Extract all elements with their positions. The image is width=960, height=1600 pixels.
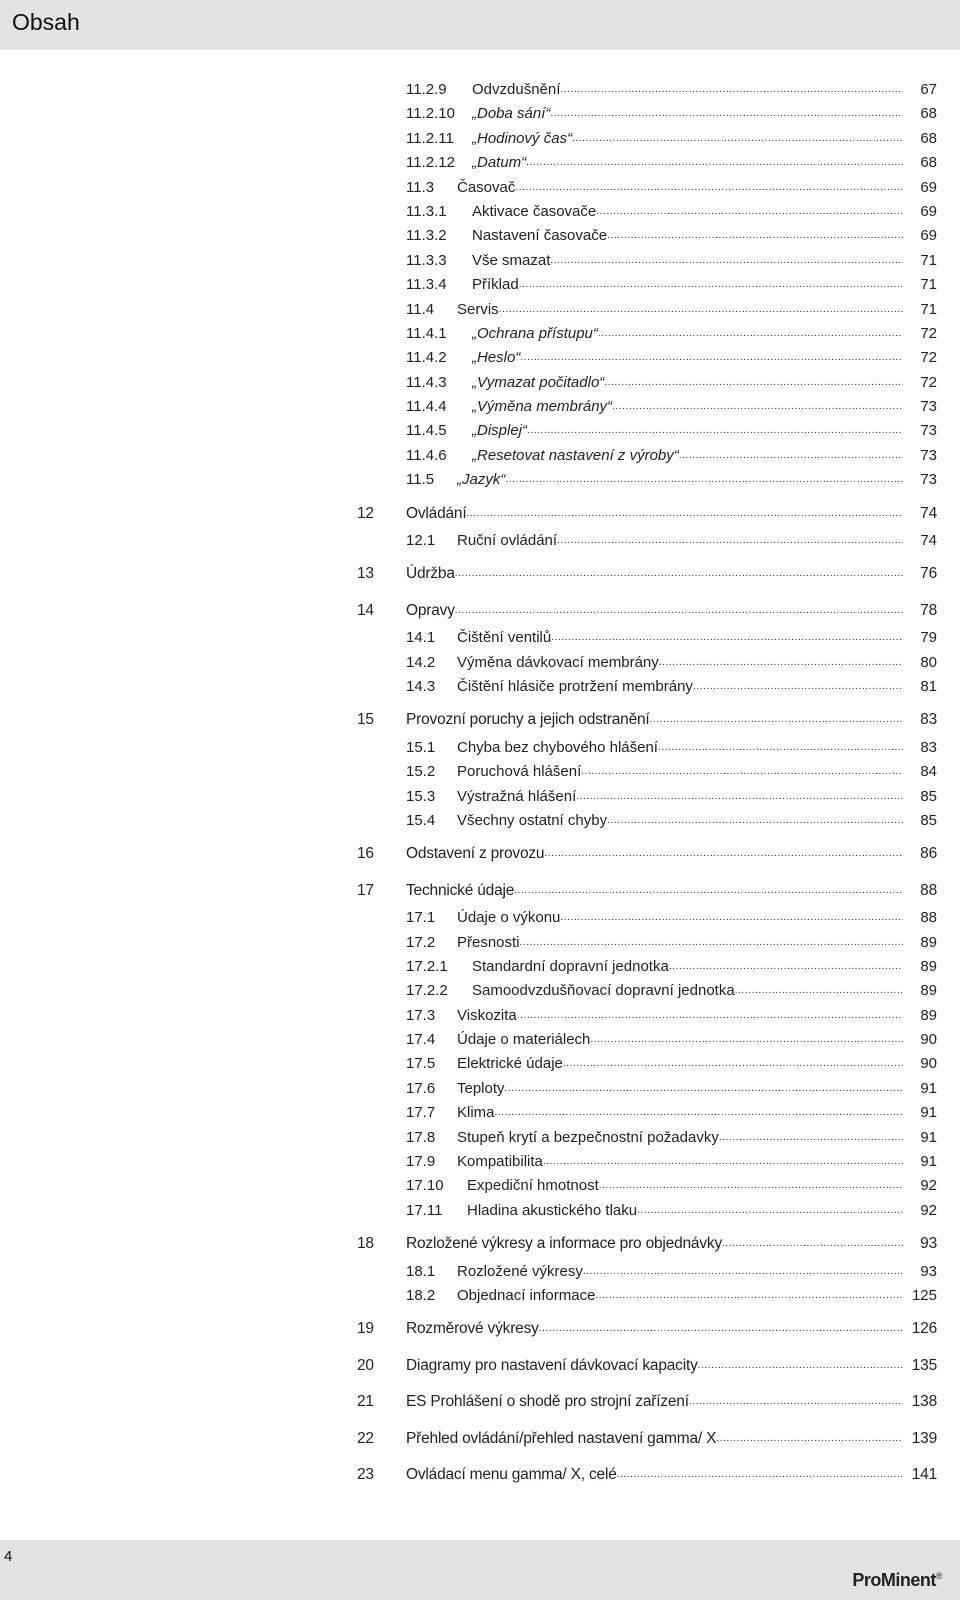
toc-entry[interactable] bbox=[357, 760, 937, 784]
toc-entry-number: 11.3.2 bbox=[406, 227, 447, 245]
dot-leader bbox=[576, 785, 903, 809]
toc-entry-number: 15.2 bbox=[406, 763, 436, 781]
toc-entry-title: Údržba bbox=[406, 565, 455, 583]
toc-entry-page: 73 bbox=[920, 422, 937, 440]
dot-leader bbox=[659, 651, 903, 675]
toc-entry-title: Standardní dopravní jednotka bbox=[472, 957, 669, 975]
toc-entry-page: 68 bbox=[920, 105, 937, 123]
dot-leader bbox=[520, 931, 903, 955]
toc-entry[interactable] bbox=[357, 979, 937, 1003]
toc-entry-page: 126 bbox=[911, 1320, 937, 1338]
toc-entry-title: Všechny ostatní chyby bbox=[457, 811, 608, 829]
toc-entry-title: Údaje o výkonu bbox=[457, 909, 561, 927]
dot-leader bbox=[551, 626, 903, 650]
dot-leader bbox=[550, 102, 903, 126]
toc-entry-number: 11.4.2 bbox=[406, 349, 447, 367]
toc-entry-page: 89 bbox=[920, 1006, 937, 1024]
dot-leader bbox=[689, 1387, 903, 1417]
toc-entry-number: 17.9 bbox=[406, 1153, 436, 1171]
toc-entry-title: Klima bbox=[457, 1104, 495, 1122]
toc-entry-page: 78 bbox=[920, 601, 937, 619]
toc-entry-title: Odstavení z provozu bbox=[406, 845, 545, 863]
toc-entry-title: Elektrické údaje bbox=[457, 1055, 563, 1073]
dot-leader bbox=[527, 419, 903, 443]
toc-entry-title: Diagramy pro nastavení dávkovací kapacity bbox=[406, 1356, 698, 1374]
toc-entry[interactable] bbox=[357, 1077, 937, 1101]
toc-entry[interactable] bbox=[357, 955, 937, 979]
toc-entry-title: Objednací informace bbox=[457, 1286, 596, 1304]
toc-entry[interactable] bbox=[357, 499, 937, 529]
toc-entry-title: Čištění ventilů bbox=[457, 629, 552, 647]
dot-leader bbox=[495, 1101, 903, 1125]
toc-entry[interactable] bbox=[357, 1351, 937, 1381]
toc-entry-page: 73 bbox=[920, 398, 937, 416]
toc-entry-number: 17.1 bbox=[406, 909, 436, 927]
toc-entry[interactable] bbox=[357, 626, 937, 650]
toc-entry-page: 141 bbox=[911, 1465, 937, 1483]
toc-entry[interactable] bbox=[357, 371, 937, 395]
toc-entry-number: 18.1 bbox=[406, 1262, 436, 1280]
dot-leader bbox=[499, 298, 903, 322]
toc-entry[interactable] bbox=[357, 346, 937, 370]
toc-entry-title: Nastavení časovače bbox=[472, 227, 608, 245]
toc-entry-page: 91 bbox=[920, 1104, 937, 1122]
toc-entry-title: Stupeň krytí a bezpečnostní požadavky bbox=[457, 1128, 719, 1146]
footer-band bbox=[0, 1540, 960, 1600]
dot-leader bbox=[505, 1077, 903, 1101]
toc-entry[interactable] bbox=[357, 444, 937, 468]
toc-entry[interactable] bbox=[357, 931, 937, 955]
toc-entry[interactable] bbox=[357, 151, 937, 175]
toc-entry-number: 12.1 bbox=[406, 532, 436, 550]
toc-entry-page: 91 bbox=[920, 1153, 937, 1171]
logo-registered-mark: ® bbox=[935, 1571, 942, 1581]
dot-leader bbox=[560, 78, 903, 102]
toc-entry[interactable] bbox=[357, 736, 937, 760]
toc-entry-number: 17.7 bbox=[406, 1104, 436, 1122]
toc-entry[interactable] bbox=[357, 1101, 937, 1125]
toc-entry[interactable] bbox=[357, 419, 937, 443]
toc-entry-title: Přesnosti bbox=[457, 933, 520, 951]
toc-entry-page: 92 bbox=[920, 1201, 937, 1219]
toc-entry-page: 69 bbox=[920, 227, 937, 245]
toc-entry-number: 11.3 bbox=[406, 178, 435, 196]
toc-entry-title: Opravy bbox=[406, 601, 455, 619]
toc-entry-title: Výstražná hlášení bbox=[457, 787, 577, 805]
toc-entry-number: 15.3 bbox=[406, 787, 436, 805]
page-number: 4 bbox=[4, 1548, 13, 1565]
toc-entry-title: Ovládání bbox=[406, 504, 467, 522]
toc-entry-title: Vše smazat bbox=[472, 251, 551, 269]
dot-leader bbox=[560, 906, 903, 930]
toc-entry-title: Časovač bbox=[457, 178, 516, 196]
dot-leader bbox=[604, 371, 903, 395]
toc-entry-page: 72 bbox=[920, 324, 937, 342]
toc-entry[interactable] bbox=[357, 176, 937, 200]
toc-entry-number: 17.5 bbox=[406, 1055, 436, 1073]
toc-entry-title: Samoodvzdušňovací dopravní jednotka bbox=[472, 982, 735, 1000]
toc-entry-page: 93 bbox=[920, 1262, 937, 1280]
toc-entry-title: Poruchová hlášení bbox=[457, 763, 582, 781]
toc-entry-page: 85 bbox=[920, 787, 937, 805]
toc-entry[interactable] bbox=[357, 1229, 937, 1259]
toc-entry-title: Servis bbox=[457, 300, 499, 318]
dot-leader bbox=[596, 200, 903, 224]
toc-entry[interactable] bbox=[357, 1004, 937, 1028]
toc-entry-number: 17.10 bbox=[406, 1177, 444, 1195]
toc-entry-title: Rozložené výkresy bbox=[457, 1262, 583, 1280]
toc-entry-number: 14.2 bbox=[406, 653, 436, 671]
toc-entry-number: 20 bbox=[357, 1356, 374, 1374]
toc-entry-number: 15 bbox=[357, 711, 374, 729]
dot-leader bbox=[563, 1052, 903, 1076]
toc-entry-number: 11.4 bbox=[406, 300, 435, 318]
dot-leader bbox=[519, 273, 903, 297]
toc-entry-title: „Jazyk“ bbox=[457, 471, 506, 489]
dot-leader bbox=[572, 127, 903, 151]
dot-leader bbox=[550, 249, 903, 273]
toc-entry-page: 80 bbox=[920, 653, 937, 671]
toc-entry[interactable] bbox=[357, 1387, 937, 1417]
toc-entry-title: „Vymazat počitadlo“ bbox=[472, 373, 605, 391]
dot-leader bbox=[595, 1284, 903, 1308]
toc-entry-page: 68 bbox=[920, 129, 937, 147]
toc-entry-number: 11.5 bbox=[406, 471, 435, 489]
toc-entry-number: 15.1 bbox=[406, 738, 436, 756]
toc-entry-title: „Hodinový čas“ bbox=[472, 129, 573, 147]
toc-entry-page: 93 bbox=[920, 1235, 937, 1253]
toc-entry-title: Odvzdušnění bbox=[472, 81, 561, 98]
toc-entry-title: Čištění hlásiče protržení membrány bbox=[457, 677, 693, 695]
toc-entry-title: Rozměrové výkresy bbox=[406, 1320, 539, 1338]
toc-entry-number: 11.4.5 bbox=[406, 422, 447, 440]
toc-entry-number: 18 bbox=[357, 1235, 374, 1253]
toc-entry-page: 91 bbox=[920, 1128, 937, 1146]
toc-entry-number: 18.2 bbox=[406, 1286, 436, 1304]
toc-entry-number: 23 bbox=[357, 1465, 374, 1483]
toc-entry-title: Expediční hmotnost bbox=[467, 1177, 599, 1195]
toc-entry[interactable] bbox=[357, 1028, 937, 1052]
toc-entry[interactable] bbox=[357, 1460, 937, 1490]
toc-entry-title: „Doba sání“ bbox=[472, 105, 551, 123]
toc-entry-number: 17.11 bbox=[406, 1201, 443, 1219]
toc-entry-number: 13 bbox=[357, 565, 374, 583]
toc-entry-title: „Datum“ bbox=[472, 154, 527, 172]
toc-entry-title: Ovládací menu gamma/ X, celé bbox=[406, 1465, 617, 1483]
dot-leader bbox=[514, 876, 903, 906]
toc-entry[interactable] bbox=[357, 224, 937, 248]
toc-entry-page: 73 bbox=[920, 446, 937, 464]
toc-entry[interactable] bbox=[357, 322, 937, 346]
toc-entry[interactable] bbox=[357, 705, 937, 735]
prominent-logo bbox=[852, 1570, 942, 1591]
dot-leader bbox=[612, 395, 903, 419]
toc-entry[interactable] bbox=[357, 809, 937, 833]
toc-entry-page: 138 bbox=[911, 1393, 937, 1411]
toc-entry-page: 69 bbox=[920, 202, 937, 220]
dot-leader bbox=[515, 176, 903, 200]
toc-entry-page: 88 bbox=[920, 909, 937, 927]
toc-entry-number: 11.2.9 bbox=[406, 81, 447, 98]
toc-entry-number: 11.3.4 bbox=[406, 276, 447, 294]
toc-entry-page: 139 bbox=[911, 1429, 937, 1447]
dot-leader bbox=[669, 955, 903, 979]
toc-entry[interactable] bbox=[357, 651, 937, 675]
dot-leader bbox=[526, 151, 903, 175]
toc-entry-page: 71 bbox=[920, 276, 937, 294]
toc-entry-number: 11.4.1 bbox=[406, 324, 447, 342]
dot-leader bbox=[455, 596, 903, 626]
toc-entry[interactable] bbox=[357, 200, 937, 224]
toc-entry-number: 11.4.6 bbox=[406, 446, 447, 464]
dot-leader bbox=[517, 1004, 903, 1028]
table-of-contents bbox=[357, 78, 937, 1490]
toc-entry-page: 89 bbox=[920, 933, 937, 951]
toc-entry-page: 89 bbox=[920, 957, 937, 975]
toc-entry[interactable] bbox=[357, 1314, 937, 1344]
toc-entry-page: 88 bbox=[920, 881, 937, 899]
toc-entry-page: 79 bbox=[920, 629, 937, 647]
toc-entry-number: 11.4.3 bbox=[406, 373, 447, 391]
toc-entry[interactable] bbox=[357, 1424, 937, 1454]
toc-entry[interactable] bbox=[357, 1284, 937, 1308]
dot-leader bbox=[607, 224, 903, 248]
toc-entry[interactable] bbox=[357, 78, 937, 102]
toc-entry-title: „Výměna membrány“ bbox=[472, 398, 613, 416]
toc-entry-page: 125 bbox=[911, 1286, 937, 1304]
toc-entry-page: 83 bbox=[920, 738, 937, 756]
dot-leader bbox=[543, 1150, 903, 1174]
toc-entry-number: 14.1 bbox=[406, 629, 436, 647]
dot-leader bbox=[505, 468, 903, 492]
dot-leader bbox=[637, 1199, 903, 1223]
toc-entry-title: ES Prohlášení o shodě pro strojní zařízení bbox=[406, 1393, 689, 1411]
toc-entry[interactable] bbox=[357, 1052, 937, 1076]
toc-entry[interactable] bbox=[357, 298, 937, 322]
toc-entry-page: 81 bbox=[920, 677, 937, 695]
dot-leader bbox=[693, 675, 903, 699]
dot-leader bbox=[520, 346, 903, 370]
toc-entry-title: Výměna dávkovací membrány bbox=[457, 653, 659, 671]
toc-entry-title: Viskozita bbox=[457, 1006, 517, 1024]
toc-entry-page: 91 bbox=[920, 1079, 937, 1097]
toc-entry-title: Teploty bbox=[457, 1079, 505, 1097]
logo-text: ProMinent bbox=[852, 1570, 936, 1590]
toc-entry-title: Kompatibilita bbox=[457, 1153, 543, 1171]
dot-leader bbox=[590, 1028, 903, 1052]
dot-leader bbox=[599, 1174, 903, 1198]
toc-entry-title: Přehled ovládání/přehled nastavení gamma/ X bbox=[406, 1429, 717, 1447]
toc-entry-title: „Resetovat nastavení z výroby“ bbox=[472, 446, 679, 464]
toc-entry-number: 14.3 bbox=[406, 677, 436, 695]
dot-leader bbox=[716, 1424, 903, 1454]
toc-entry-page: 73 bbox=[920, 471, 937, 489]
toc-entry[interactable] bbox=[357, 395, 937, 419]
dot-leader bbox=[679, 444, 903, 468]
toc-entry-page: 86 bbox=[920, 845, 937, 863]
toc-entry-number: 17.8 bbox=[406, 1128, 436, 1146]
toc-entry-title: Údaje o materiálech bbox=[457, 1031, 591, 1049]
toc-entry[interactable] bbox=[357, 906, 937, 930]
toc-entry-number: 11.2.11 bbox=[406, 129, 454, 147]
toc-entry-number: 22 bbox=[357, 1429, 374, 1447]
toc-entry-number: 17.2.2 bbox=[406, 982, 448, 1000]
toc-entry[interactable] bbox=[357, 1126, 937, 1150]
toc-entry-number: 16 bbox=[357, 845, 374, 863]
toc-entry-page: 135 bbox=[911, 1356, 937, 1374]
toc-entry[interactable] bbox=[357, 102, 937, 126]
dot-leader bbox=[735, 979, 903, 1003]
toc-entry-page: 85 bbox=[920, 811, 937, 829]
toc-entry-page: 92 bbox=[920, 1177, 937, 1195]
toc-entry[interactable] bbox=[357, 785, 937, 809]
toc-entry-number: 17.2.1 bbox=[406, 957, 448, 975]
dot-leader bbox=[650, 705, 903, 735]
toc-entry[interactable] bbox=[357, 1150, 937, 1174]
toc-entry-number: 14 bbox=[357, 601, 374, 619]
toc-entry-number: 19 bbox=[357, 1320, 374, 1338]
dot-leader bbox=[719, 1126, 903, 1150]
toc-entry-page: 71 bbox=[920, 300, 937, 318]
dot-leader bbox=[658, 736, 903, 760]
toc-entry-number: 21 bbox=[357, 1393, 374, 1411]
toc-entry[interactable] bbox=[357, 876, 937, 906]
toc-entry-number: 17.4 bbox=[406, 1031, 436, 1049]
toc-entry-number: 11.2.12 bbox=[406, 154, 455, 172]
dot-leader bbox=[539, 1314, 903, 1344]
toc-entry[interactable] bbox=[357, 273, 937, 297]
dot-leader bbox=[607, 809, 903, 833]
toc-entry-page: 68 bbox=[920, 154, 937, 172]
toc-entry-number: 11.2.10 bbox=[406, 105, 455, 123]
toc-entry-page: 74 bbox=[920, 504, 937, 522]
toc-entry-page: 83 bbox=[920, 711, 937, 729]
toc-entry-title: Technické údaje bbox=[406, 881, 515, 899]
toc-entry[interactable] bbox=[357, 1260, 937, 1284]
dot-leader bbox=[617, 1460, 903, 1490]
toc-entry[interactable] bbox=[357, 1174, 937, 1198]
header-band bbox=[0, 0, 960, 50]
toc-entry-page: 89 bbox=[920, 982, 937, 1000]
dot-leader bbox=[557, 529, 903, 553]
dot-leader bbox=[466, 499, 903, 529]
toc-entry-title: Provozní poruchy a jejich odstranění bbox=[406, 711, 650, 729]
toc-entry[interactable] bbox=[357, 596, 937, 626]
toc-entry[interactable] bbox=[357, 249, 937, 273]
toc-entry[interactable] bbox=[357, 127, 937, 151]
toc-entry-number: 17.3 bbox=[406, 1006, 436, 1024]
toc-entry-page: 69 bbox=[920, 178, 937, 196]
page-title: Obsah bbox=[12, 9, 80, 35]
toc-entry-title: Aktivace časovače bbox=[472, 202, 597, 220]
toc-entry-number: 17.2 bbox=[406, 933, 436, 951]
dot-leader bbox=[581, 760, 903, 784]
toc-entry-title: „Heslo“ bbox=[472, 349, 521, 367]
toc-entry-page: 67 bbox=[920, 81, 937, 98]
toc-entry[interactable] bbox=[357, 468, 937, 492]
toc-entry-page: 76 bbox=[920, 565, 937, 583]
toc-entry-number: 17 bbox=[357, 881, 374, 899]
dot-leader bbox=[583, 1260, 903, 1284]
toc-entry-number: 11.3.1 bbox=[406, 202, 447, 220]
toc-entry-number: 11.4.4 bbox=[406, 398, 447, 416]
toc-entry-page: 90 bbox=[920, 1055, 937, 1073]
dot-leader bbox=[598, 322, 903, 346]
toc-entry-title: Příklad bbox=[472, 276, 519, 294]
toc-entry-page: 71 bbox=[920, 251, 937, 269]
dot-leader bbox=[722, 1229, 903, 1259]
toc-entry-number: 12 bbox=[357, 504, 374, 522]
toc-entry-number: 17.6 bbox=[406, 1079, 436, 1097]
toc-entry[interactable] bbox=[357, 1199, 937, 1223]
toc-entry[interactable] bbox=[357, 675, 937, 699]
toc-entry-title: Ruční ovládání bbox=[457, 532, 558, 550]
dot-leader bbox=[698, 1351, 903, 1381]
toc-entry-title: Chyba bez chybového hlášení bbox=[457, 738, 658, 756]
toc-entry-page: 90 bbox=[920, 1031, 937, 1049]
dot-leader bbox=[455, 559, 903, 589]
toc-entry-page: 74 bbox=[920, 532, 937, 550]
toc-entry[interactable] bbox=[357, 839, 937, 869]
toc-entry-title: „Ochrana přístupu“ bbox=[472, 324, 598, 342]
toc-entry-title: Rozložené výkresy a informace pro objednávky bbox=[406, 1235, 722, 1253]
toc-entry-page: 72 bbox=[920, 373, 937, 391]
toc-entry-page: 72 bbox=[920, 349, 937, 367]
toc-entry[interactable] bbox=[357, 559, 937, 589]
toc-entry[interactable] bbox=[357, 529, 937, 553]
toc-entry-number: 15.4 bbox=[406, 811, 436, 829]
toc-entry-title: „Displej“ bbox=[472, 422, 528, 440]
toc-entry-number: 11.3.3 bbox=[406, 251, 447, 269]
toc-entry-page: 84 bbox=[920, 763, 937, 781]
toc-entry-title: Hladina akustického tlaku bbox=[467, 1201, 638, 1219]
dot-leader bbox=[544, 839, 903, 869]
